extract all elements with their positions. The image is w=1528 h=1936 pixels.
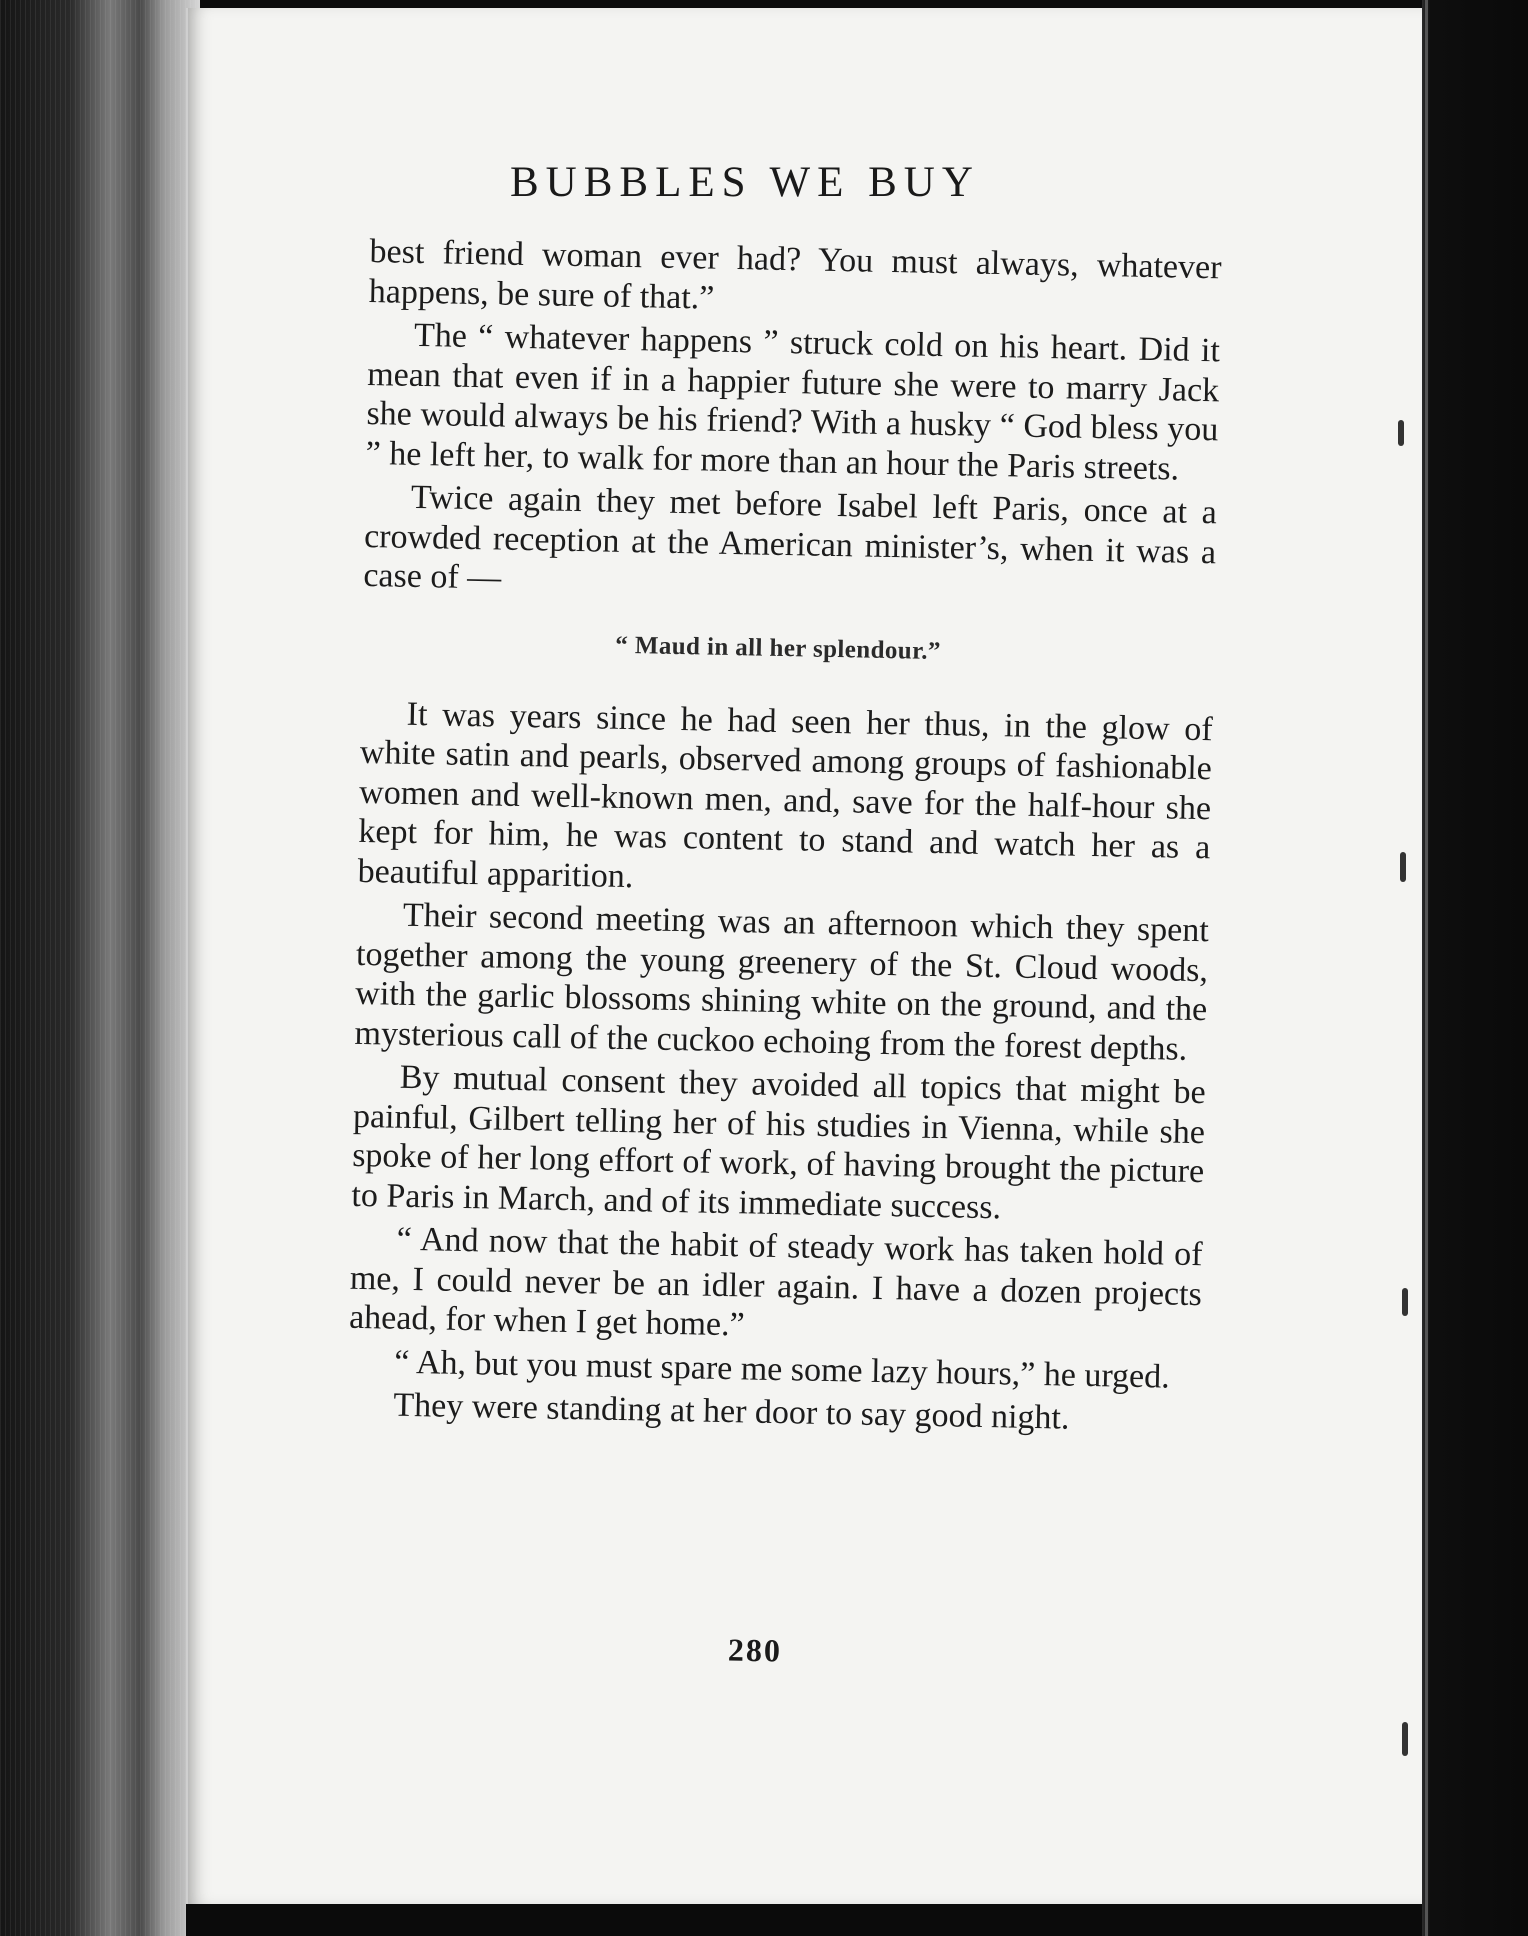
paragraph: best friend woman ever had? You must always, whatever happens, be sure of that.” bbox=[368, 232, 1222, 317]
paragraph: The “ whatever happens ” struck cold on his heart. Did it mean that even if in a happier future she were to marry Jack she would always be his friend? With a husky “ God bless you ” he left her, to walk for more than an hour the Paris streets. bbox=[365, 316, 1221, 488]
binding-mark bbox=[1400, 852, 1406, 882]
paragraph: It was years since he had seen her thus, in the glow of white satin and pearls, observed among groups of fashionable women and well-known men, and, save for the half-hour she kept for him, he was content to stand and watch her as a beautiful apparition. bbox=[357, 695, 1213, 895]
paragraph: They were standing at her door to say good night. bbox=[393, 1386, 1070, 1437]
running-head: BUBBLES WE BUY bbox=[510, 159, 980, 206]
page-number: 280 bbox=[727, 1631, 783, 1669]
binding-mark bbox=[1402, 1288, 1408, 1316]
binding-mark bbox=[1402, 1722, 1408, 1756]
quotation: “ Maud in all her splendour.” bbox=[615, 631, 942, 665]
page-edge-lines bbox=[0, 0, 200, 1936]
paragraph: “ And now that the habit of steady work has taken hold of me, I could never be an idler again. I have a dozen projects ahead, for when I get home.” bbox=[348, 1220, 1203, 1344]
paragraph: Their second meeting was an afternoon which they spent together among the young greenery of the St. Cloud woods, with the garlic blossoms shining white on the ground, and the mysterious call of the cuckoo echoing from the forest depths. bbox=[354, 896, 1210, 1068]
paragraph: “ Ah, but you must spare me some lazy hours,” he urged. bbox=[393, 1343, 1171, 1396]
paragraph: Twice again they met before Isabel left Paris, once at a crowded reception at the American minister’s, when it was a case of — bbox=[363, 478, 1218, 597]
body-text bbox=[347, 232, 1222, 1445]
gutter-line bbox=[1425, 0, 1428, 1936]
binding-mark bbox=[1398, 420, 1404, 446]
bottom-margin-edge bbox=[186, 1904, 1422, 1936]
facing-page-gutter bbox=[1422, 0, 1528, 1936]
paragraph: By mutual consent they avoided all topics that might be painful, Gilbert telling her of his studies in Vienna, while she spoke of her long effort of work, of having brought the picture to Paris in March, and of its immediate success. bbox=[351, 1058, 1206, 1226]
